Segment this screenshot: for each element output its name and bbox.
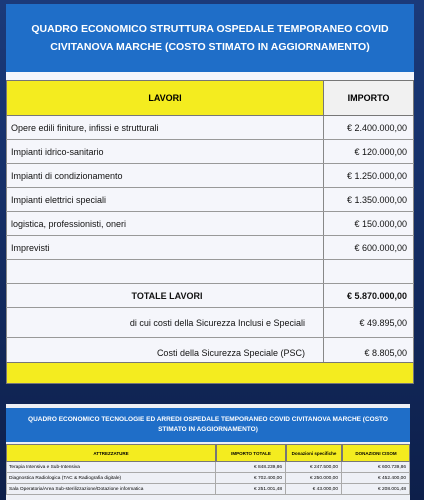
row-label: Diagnostica Radiologica (TAC & Radiografia digitale) bbox=[6, 473, 216, 483]
row-total: € 702.400,00 bbox=[216, 473, 286, 483]
row-amount: € 150.000,00 bbox=[324, 212, 414, 235]
safety-included-row bbox=[6, 308, 414, 338]
header-lavori: LAVORI bbox=[6, 80, 324, 116]
row-cisom: € 452.400,00 bbox=[342, 473, 410, 483]
row-amount: € 600.000,00 bbox=[324, 236, 414, 259]
table-row bbox=[6, 164, 414, 188]
row-amount: € 120.000,00 bbox=[324, 140, 414, 163]
row-cisom: € 600.739,86 bbox=[342, 462, 410, 472]
row-total: € 251.001,48 bbox=[216, 484, 286, 494]
row-total: € 848.239,86 bbox=[216, 462, 286, 472]
row-specific: € 250.000,00 bbox=[286, 473, 342, 483]
header-attrezzature: ATTREZZATURE bbox=[6, 444, 216, 462]
cost-table-structure bbox=[6, 4, 414, 384]
table2-title-line1: QUADRO ECONOMICO TECNOLOGIE ED ARREDI OSPEDALE TEMPORANEO COVID CIVITANOVA MARCHE (COSTO bbox=[28, 416, 388, 423]
table-row bbox=[6, 140, 414, 164]
safety-included-label: di cui costi della Sicurezza Inclusi e Speciali bbox=[6, 308, 324, 337]
table1-title bbox=[6, 4, 414, 72]
row-specific: € 247.500,00 bbox=[286, 462, 342, 472]
row-amount: € 2.400.000,00 bbox=[324, 116, 414, 139]
row-specific: € 43.000,00 bbox=[286, 484, 342, 494]
row-label: Imprevisti bbox=[6, 236, 324, 259]
header-donazioni-cisom: DONAZIONI CISOM bbox=[342, 444, 410, 462]
table1-header bbox=[6, 80, 414, 116]
row-label: Impianti di condizionamento bbox=[6, 164, 324, 187]
safety-special-label: Costi della Sicurezza Speciale (PSC) bbox=[6, 338, 324, 367]
row-amount: € 1.250.000,00 bbox=[324, 164, 414, 187]
row-label: Impianti idrico-sanitario bbox=[6, 140, 324, 163]
table2-rows bbox=[6, 462, 410, 495]
table-row bbox=[6, 473, 410, 484]
safety-special-amount: € 8.805,00 bbox=[324, 338, 414, 367]
table-row-empty bbox=[6, 260, 414, 284]
table2-header bbox=[6, 444, 410, 462]
table-row bbox=[6, 462, 410, 473]
header-importo-totale: IMPORTO TOTALE bbox=[216, 444, 286, 462]
table-row bbox=[6, 236, 414, 260]
header-donazioni-specifiche: Donazioni specifiche bbox=[286, 444, 342, 462]
row-cisom: € 208.001,48 bbox=[342, 484, 410, 494]
row-label: Sala Operatoria/Area Sub-sterilizzazione/Dotazione informatica bbox=[6, 484, 216, 494]
row-label: logistica, professionisti, oneri bbox=[6, 212, 324, 235]
row-label: Opere edili finiture, infissi e strutturali bbox=[6, 116, 324, 139]
table1-footer-bar bbox=[6, 362, 414, 384]
total-row bbox=[6, 284, 414, 308]
total-label: TOTALE LAVORI bbox=[6, 284, 324, 307]
total-amount: € 5.870.000,00 bbox=[324, 284, 414, 307]
cost-table-equipment bbox=[6, 404, 410, 500]
row-label: Impianti elettrici speciali bbox=[6, 188, 324, 211]
table1-title-line2: CIVITANOVA MARCHE (COSTO STIMATO IN AGGIORNAMENTO) bbox=[50, 41, 370, 53]
table1-rows bbox=[6, 116, 414, 368]
row-label bbox=[6, 260, 324, 283]
header-importo: IMPORTO bbox=[324, 80, 414, 116]
table-row bbox=[6, 212, 414, 236]
table2-title bbox=[6, 408, 410, 442]
safety-included-amount: € 49.895,00 bbox=[324, 308, 414, 337]
table1-title-line1: QUADRO ECONOMICO STRUTTURA OSPEDALE TEMPORANEO COVID bbox=[31, 23, 389, 35]
row-label: Terapia Intensiva e Sub-Intensiva bbox=[6, 462, 216, 472]
table-row bbox=[6, 484, 410, 495]
table2-title-line2: STIMATO IN AGGIORNAMENTO) bbox=[158, 426, 258, 433]
table-row bbox=[6, 116, 414, 140]
table-row bbox=[6, 188, 414, 212]
row-amount bbox=[324, 260, 414, 283]
row-amount: € 1.350.000,00 bbox=[324, 188, 414, 211]
